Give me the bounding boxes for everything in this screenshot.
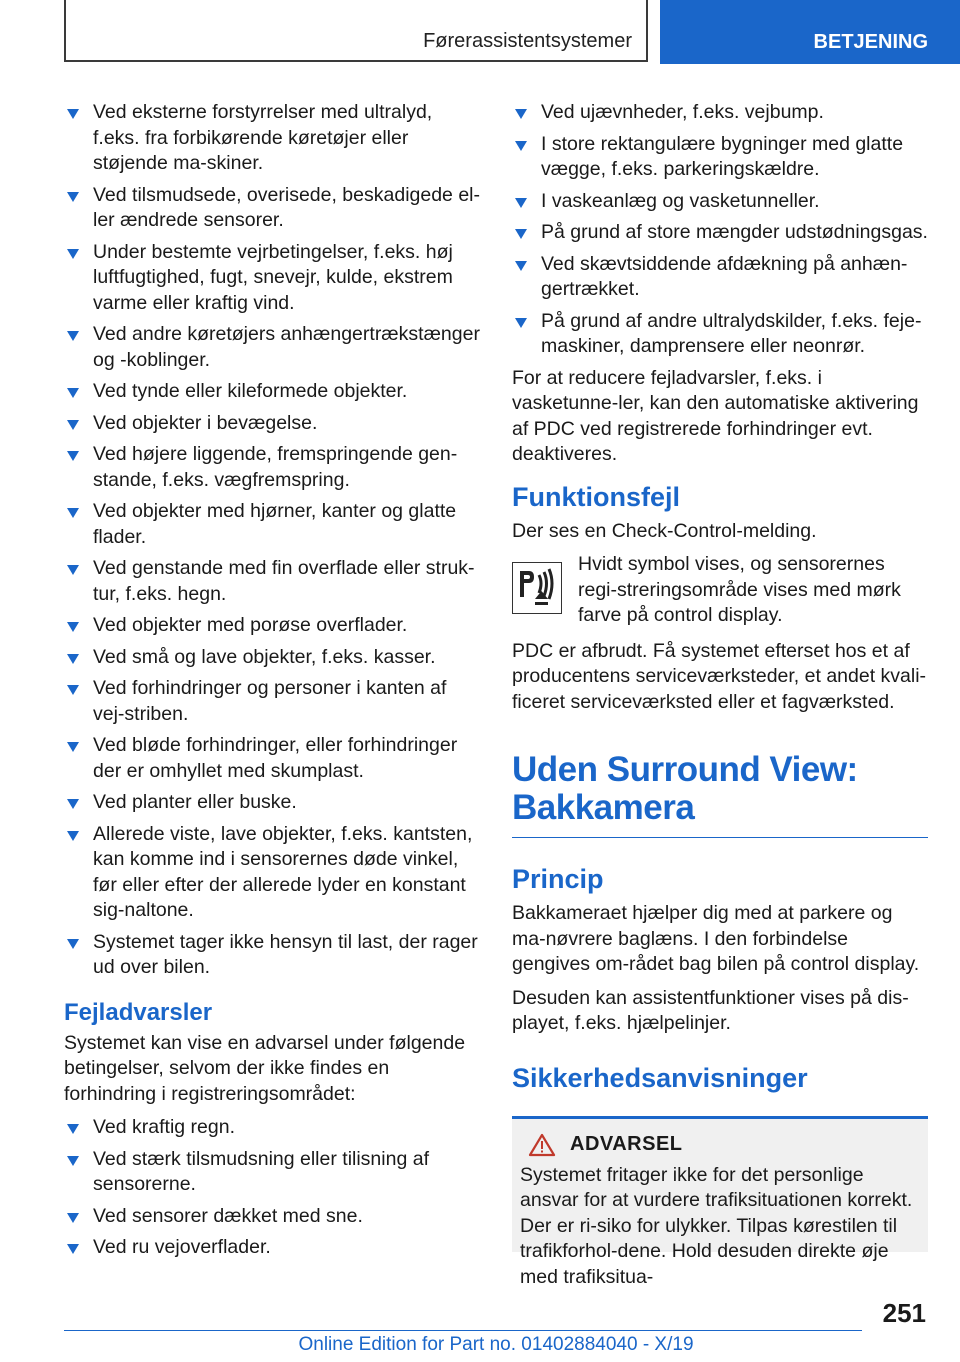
list-item: Ved højere liggende, fremspringende gen-stande, f.eks. vægfremspring. [64,442,482,493]
principle-text-2: Desuden kan assistentfunktioner vises på dis-playet, f.eks. hjælpelinjer. [512,986,909,1034]
list-item: Ved genstande med fin overflade eller struk-tur, f.eks. hegn. [64,556,482,607]
list-item: På grund af andre ultralydskilder, f.eks. feje-maskiner, damprensere eller neonrør. [512,309,928,360]
list-item: Ved planter eller buske. [64,790,482,816]
list-item: Ved tilsmudsede, overisede, beskadigede el-ler ændrede sensorer. [64,183,482,234]
section-title [512,751,928,838]
list-item: Ved objekter med porøse overflader. [64,613,482,639]
bullet-triangle-icon [67,1244,79,1254]
list-item: Ved kraftig regn. [64,1115,482,1141]
bullet-triangle-icon [67,109,79,119]
bullet-triangle-icon [67,742,79,752]
bullet-triangle-icon [67,565,79,575]
list-item: I store rektangulære bygninger med glatte vægge, f.eks. parkeringskældre. [512,132,928,183]
list-item: Ved små og lave objekter, f.eks. kasser. [64,645,482,671]
symbol-description: Hvidt symbol vises, og sensorernes regi-streringsområde vises med mørk farve på control display. [578,553,901,626]
list-item: Under bestemte vejrbetingelser, f.eks. høj luftfugtighed, fugt, snevejr, kulde, ekstrem varme eller kraftig vind. [64,240,482,317]
reduce-warnings-text: For at reducere fejladvarsler, f.eks. i vasketunne-ler, kan den automatiske aktivering af PDC ved registrerede forhindringer evt. deaktiveres. [512,366,919,465]
bullet-triangle-icon [515,198,527,208]
principle-heading: Princip [512,864,604,894]
bullet-triangle-icon [67,1124,79,1134]
bullet-triangle-icon [67,331,79,341]
list-item: Ved skævtsiddende afdækning på anhæn-gertrækket. [512,252,928,303]
header-chapter-tab [660,0,960,64]
bullet-triangle-icon [67,1213,79,1223]
pdc-symbol-icon [512,562,562,614]
false-warnings-text: Systemet kan vise en advarsel under følgende betingelser, selvom der ikke findes en forhindring i registreringsområdet: [64,1031,466,1105]
list-item: Ved objekter i bevægelse. [64,411,482,437]
list-item: I vaskeanlæg og vasketunneller. [512,189,928,215]
bullet-triangle-icon [67,420,79,430]
bullet-triangle-icon [515,229,527,239]
header-section-title: Førerassistentsystemer [423,30,632,52]
pdc-interrupted-text: PDC er afbrudt. Få systemet efterset hos et af producentens serviceværksteder, et andet kvali-ficeret serviceværksted eller et fagværksted. [512,639,927,713]
malfunction-text: Der ses en Check-Control-melding. [512,519,817,542]
list-item: Ved ujævnheder, f.eks. vejbump. [512,100,928,126]
list-item: På grund af store mængder udstødningsgas. [512,220,928,246]
bullet-triangle-icon [67,1156,79,1166]
malfunction-heading: Funktionsfejl [512,481,680,512]
list-item: Ved eksterne forstyrrelser med ultralyd, f.eks. fra forbikørende køretøjer eller støjende ma-skiner. [64,100,482,177]
bullet-triangle-icon [67,622,79,632]
bullet-triangle-icon [67,799,79,809]
left-column [64,100,482,1267]
list-item: Ved bløde forhindringer, eller forhindringer der er omhyllet med skumplast. [64,733,482,784]
symbol-row [512,552,928,629]
section-title-line2: Bakkamera [512,788,695,827]
bullet-triangle-icon [67,831,79,841]
safety-heading: Sikkerhedsanvisninger [512,1062,808,1093]
bullet-triangle-icon [67,685,79,695]
header-chapter-title: BETJENING [813,31,928,53]
header-section-tab [64,0,648,62]
bullet-triangle-icon [67,939,79,949]
list-item: Ved sensorer dækket med sne. [64,1204,482,1230]
footer-edition: Online Edition for Part no. 01402884040 - X/19 [298,1334,694,1355]
page-number: 251 [882,1298,926,1328]
warning-title: ADVARSEL [570,1133,683,1155]
footer-divider [64,1330,862,1331]
warning-box [512,1116,928,1288]
false-warnings-list-continued [512,100,928,360]
bullet-triangle-icon [67,249,79,259]
limitations-list [64,100,482,981]
list-item: Ved stærk tilsmudsning eller tilisning af sensorerne. [64,1147,482,1198]
right-column [512,100,928,1288]
false-warnings-list [64,1115,482,1261]
warning-triangle-icon [528,1133,556,1157]
bullet-triangle-icon [67,654,79,664]
bullet-triangle-icon [67,508,79,518]
bullet-triangle-icon [515,141,527,151]
bullet-triangle-icon [67,451,79,461]
list-item: Allerede viste, lave objekter, f.eks. kantsten, kan komme ind i sensorernes døde vinkel, før eller efter der allerede lyder en konstant sig-naltone. [64,822,482,924]
bullet-triangle-icon [67,192,79,202]
section-title-line1: Uden Surround View: [512,750,858,789]
warning-text: Systemet fritager ikke for det personlige ansvar for at vurdere trafiksituationen korrekt. Der er ri-siko for ulykker. Tilpas kørestilen til trafikforhol-dene. Hold desuden direkte øje med trafiksitua- [520,1163,913,1288]
list-item: Systemet tager ikke hensyn til last, der rager ud over bilen. [64,930,482,981]
bullet-triangle-icon [67,388,79,398]
list-item: Ved objekter med hjørner, kanter og glatte flader. [64,499,482,550]
list-item: Ved ru vejoverflader. [64,1235,482,1261]
false-warnings-heading: Fejladvarsler [64,998,213,1026]
bullet-triangle-icon [515,318,527,328]
bullet-triangle-icon [515,261,527,271]
list-item: Ved tynde eller kileformede objekter. [64,379,482,405]
bullet-triangle-icon [515,109,527,119]
list-item: Ved forhindringer og personer i kanten af vej-striben. [64,676,482,727]
list-item: Ved andre køretøjers anhængertrækstænger og -koblinger. [64,322,482,373]
warning-header [520,1133,920,1157]
principle-text-1: Bakkameraet hjælper dig med at parkere og ma-nøvrere baglæns. I den forbindelse gengives om-rådet bag bilen på control display. [512,902,920,975]
